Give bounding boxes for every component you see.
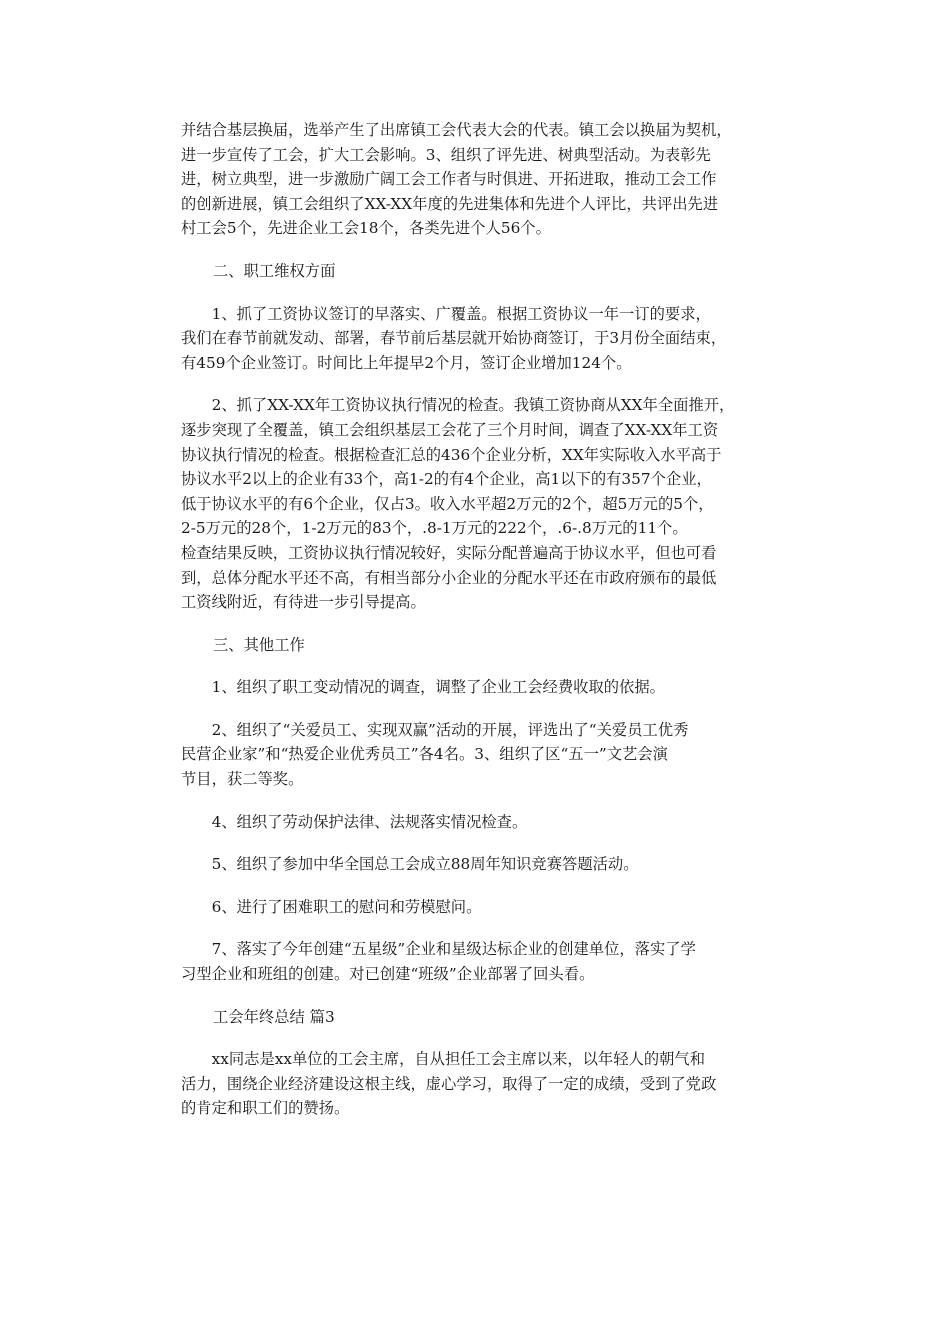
text-line: 协议执行情况的检查。根据检查汇总的436个企业分析，XX年实际收入水平高于 <box>181 445 722 464</box>
paragraph-other-5 <box>181 852 771 877</box>
text-line: 进，树立典型，进一步激励广阔工会工作者与时俱进、开拓进取，推动工会工作 <box>181 170 717 189</box>
text-line: 2、组织了“关爱员工、实现双赢”活动的开展，评选出了“关爱员工优秀 <box>181 720 689 739</box>
text-line: 4、组织了劳动保护法律、法规落实情况检查。 <box>181 812 528 831</box>
text-line: 2、抓了XX-XX年工资协议执行情况的检查。我镇工资协商从XX年全面推开， <box>181 396 735 415</box>
paragraph-other-6 <box>181 895 771 920</box>
text-line: 我们在春节前就发动、部署，春节前后基层就开始协商签订，于3月份全面结束， <box>181 329 727 348</box>
text-line: 进一步宣传了工会，扩大工会影响。3、组织了评先进、树典型活动。为表彰先 <box>181 145 711 164</box>
paragraph-intro-continued <box>181 118 771 241</box>
text-line: 并结合基层换届，选举产生了出席镇工会代表大会的代表。镇工会以换届为契机， <box>181 121 732 139</box>
text-line: 有459个企业签订。时间比上年提早2个月，签订企业增加124个。 <box>181 353 632 372</box>
paragraph-other-2 <box>181 718 771 792</box>
text-line: 5、组织了参加中华全国总工会成立88周年知识竞赛答题活动。 <box>181 855 639 874</box>
section-heading-2: 二、职工维权方面 <box>213 261 336 280</box>
section-heading-3: 三、其他工作 <box>213 635 305 654</box>
text-line: 习型企业和班组的创建。对已创建“班级”企业部署了回头看。 <box>181 965 595 984</box>
text-line: 1、组织了职工变动情况的调查，调整了企业工会经费收取的依据。 <box>181 678 665 697</box>
text-line: 7、落实了今年创建“五星级”企业和星级达标企业的创建单位，落实了学 <box>181 940 696 959</box>
article-title-3: 工会年终总结 篇3 <box>213 1007 335 1026</box>
text-line: 6、进行了困难职工的慰问和劳模慰问。 <box>181 897 482 916</box>
text-line: 活力，围绕企业经济建设这根主线，虚心学习，取得了一定的成绩，受到了党政 <box>181 1074 717 1093</box>
paragraph-other-4 <box>181 810 771 835</box>
text-line: 检查结果反映，工资协议执行情况较好，实际分配普遍高于协议水平，但也可看 <box>181 543 717 562</box>
text-line: 民营企业家”和“热爱企业优秀员工”各4名。3、组织了区“五一”文艺会演 <box>181 745 668 764</box>
paragraph-wage-agreement <box>181 302 771 376</box>
text-line: xx同志是xx单位的工会主席，自从担任工会主席以来，以年轻人的朝气和 <box>181 1050 706 1069</box>
text-line: 协议水平2以上的企业有33个，高1-2的有4个企业，高1以下的有357个企业， <box>181 470 712 489</box>
text-line: 节目，获二等奖。 <box>181 770 304 789</box>
text-line: 2-5万元的28个，1-2万元的83个，.8-1万元的222个，.6-.8万元的11个。 <box>181 519 688 538</box>
text-line: 村工会5个，先进企业工会18个，各类先进个人56个。 <box>181 219 551 238</box>
paragraph-other-7 <box>181 937 771 986</box>
paragraph-other-1 <box>181 675 771 700</box>
document-page <box>181 118 771 1139</box>
text-line: 低于协议水平的有6个企业，仅占3。收入水平超2万元的2个，超5万元的5个， <box>181 494 714 513</box>
text-line: 到，总体分配水平还不高，有相当部分小企业的分配水平还在市政府颁布的最低 <box>181 568 717 587</box>
paragraph-wage-inspection <box>181 393 771 614</box>
text-line: 逐步突现了全覆盖，镇工会组织基层工会花了三个月时间，调查了XX-XX年工资 <box>181 420 719 439</box>
text-line: 的肯定和职工们的赞扬。 <box>181 1099 350 1118</box>
paragraph-article-3-intro <box>181 1047 771 1121</box>
text-line: 的创新进展，镇工会组织了XX-XX年度的先进集体和先进个人评比，共评出先进 <box>181 194 719 213</box>
text-line: 1、抓了工资协议签订的早落实、广覆盖。根据工资协议一年一订的要求， <box>181 304 711 323</box>
text-line: 工资线附近，有待进一步引导提高。 <box>181 593 426 612</box>
